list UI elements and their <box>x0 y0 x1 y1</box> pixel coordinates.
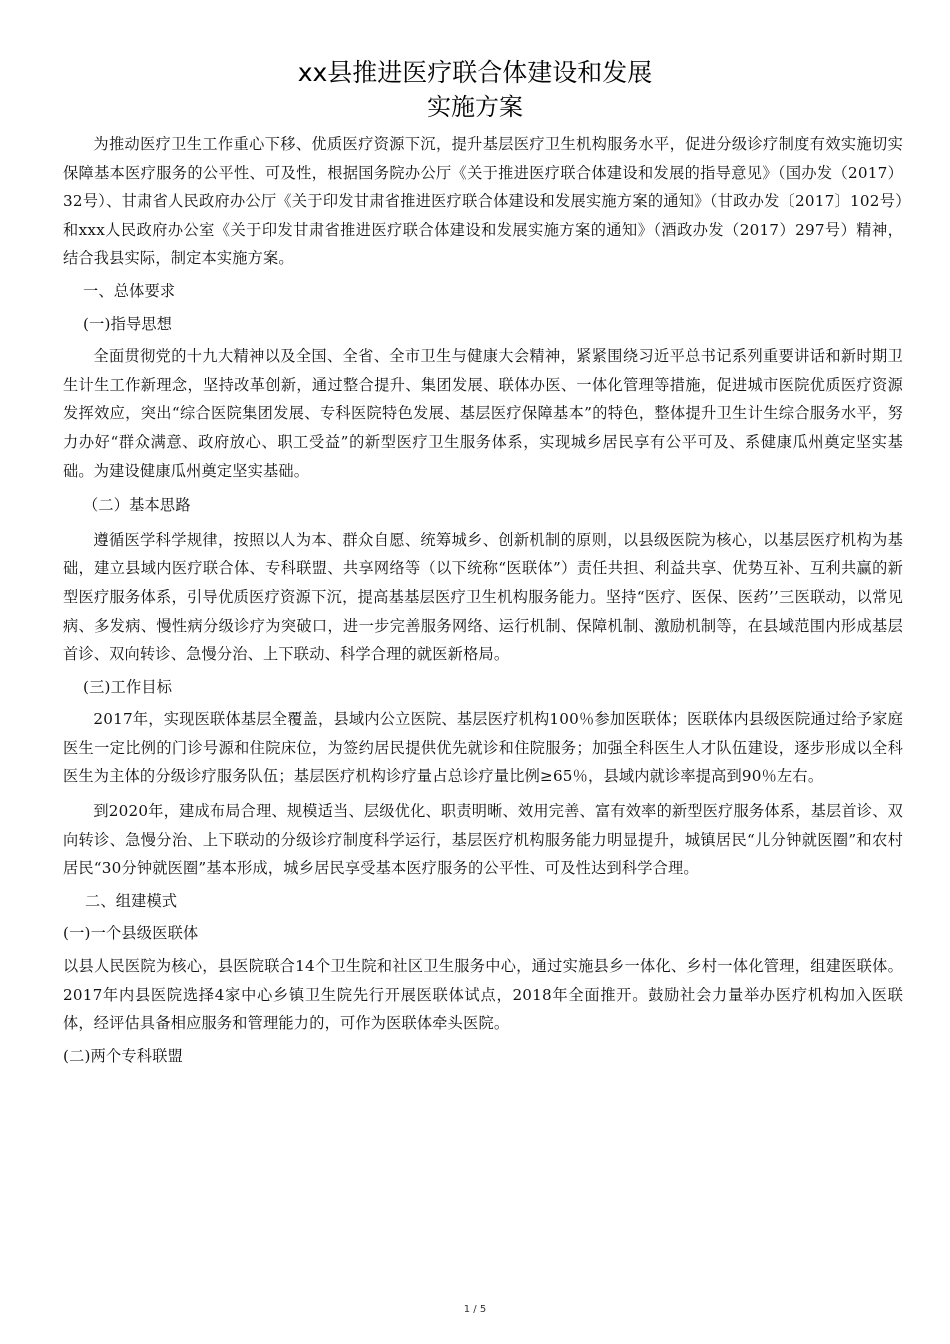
subheading-work-goals: (三)工作目标 <box>83 677 173 696</box>
paragraph-goals-2020: 到2020年，建成布局合理、规模适当、层级优化、职责明晰、效用完善、富有效率的新型医疗服务体系，基层首诊、双向转诊、急慢分治、上下联动的分级诊疗制度科学运行，基层医疗机构服务能力明显提升，城镇居民“儿分钟就医圈”和农村居民“30分钟就医圈”基本形成，城乡居民享受基本医疗服务的公平性、可及性达到科学合理。 <box>63 802 903 878</box>
paragraph-basic-approach: 遵循医学科学规律，按照以人为本、群众自愿、统筹城乡、创新机制的原则，以县级医院为核心，以基层医疗机构为基础，建立县域内医疗联合体、专科联盟、共享网络等（以下统称“医联体”）责任共担、利益共享、优势互补、互利共赢的新型医疗服务体系，引导优质医疗资源下沉，提高基基层医疗卫生机构服务能力。坚持“医疗、医保、医药’’三医联动，以常见病、多发病、慢性病分级诊疗为突破口，进一步完善服务网络、运行机制、保障机制、激励机制等，在县域范围内形成基层首诊、双向转诊、急慢分治、上下联动、科学合理的就医新格局。 <box>63 530 903 664</box>
intro-paragraph: 为推动医疗卫生工作重心下移、优质医疗资源下沉，提升基层医疗卫生机构服务水平，促进分级诊疗制度有效实施切实保障基本医疗服务的公平性、可及性，根据国务院办公厅《关于推进医疗联合体建设和发展的指导意见》（国办发（2017）32号）、甘肃省人民政府办公厅《关于印发甘肃省推进医疗联合体建设和发展实施方案的通知》（甘政办发〔2017〕102号）和xxx人民政府办公室《关于印发甘肃省推进医疗联合体建设和发展实施方案的通知》（酒政办发（2017）297号）精神，结合我县实际，制定本实施方案。 <box>63 135 903 268</box>
subheading-basic-approach: （二）基本思路 <box>83 496 191 515</box>
paragraph-county-alliance: 以县人民医院为核心，县医院联合14个卫生院和社区卫生服务中心，通过实施县乡一体化、乡村一体化管理，组建医联体。2017年内县医院选择4家中心乡镇卫生院先行开展医联体试点，2018年全面推开。鼓励社会力量举办医疗机构加入医联体，经评估具备相应服务和管理能力的，可作为医联体牵头医院。 <box>63 957 903 1033</box>
document-subtitle: 实施方案 <box>427 93 523 121</box>
section-heading-formation-mode: 二、组建模式 <box>85 891 178 910</box>
document-title: xx县推进医疗联合体建设和发展 <box>297 58 653 87</box>
document-body <box>63 130 903 1070</box>
section-heading-general-requirements: 一、总体要求 <box>83 281 176 300</box>
page-indicator: 1 / 5 <box>463 1304 487 1315</box>
subheading-specialty-alliances: (二)两个专科联盟 <box>63 1046 183 1065</box>
subheading-guiding-ideology: (一)指导思想 <box>83 314 173 333</box>
paragraph-guiding-ideology: 全面贯彻党的十九大精神以及全国、全省、全市卫生与健康大会精神，紧紧围绕习近平总书记系列重要讲话和新时期卫生计生工作新理念，坚持改革创新，通过整合提升、集团发展、联体办医、一体化管理等措施，促进城市医院优质医疗资源发挥效应，突出“综合医院集团发展、专科医院特色发展、基层医疗保障基本”的特色，整体提升卫生计生综合服务水平，努力办好“群众满意、政府放心、职工受益”的新型医疗卫生服务体系，实现城乡居民享有公平可及、系健康瓜州奠定坚实基础。为建设健康瓜州奠定坚实基础。 <box>63 347 903 480</box>
subheading-county-alliance: (一)一个县级医联体 <box>63 924 199 943</box>
paragraph-goals-2017: 2017年，实现医联体基层全覆盖，县域内公立医院、基层医疗机构100％参加医联体；医联体内县级医院通过给予家庭医生一定比例的门诊号源和住院床位，为签约居民提供优先就诊和住院服务；加强全科医生人才队伍建设，逐步形成以全科医生为主体的分级诊疗服务队伍；基层医疗机构诊疗量占总诊疗量比例≥65％，县域内就诊率提高到90％左右。 <box>63 710 903 786</box>
